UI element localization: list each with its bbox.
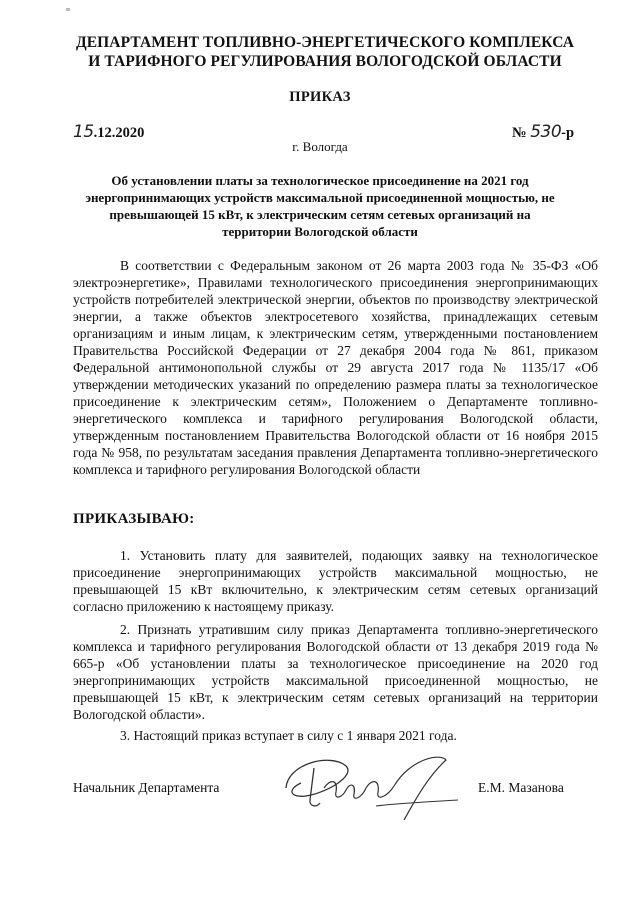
city: г. Вологда xyxy=(292,139,348,154)
date-rest: .12.2020 xyxy=(93,125,145,141)
number-suffix: -р xyxy=(561,125,575,141)
order-title: ПРИКАЗ xyxy=(289,89,351,105)
signatory-position: Начальник Департамента xyxy=(73,780,220,795)
order-item-3: 3. Настоящий приказ вступает в силу с 1 января 2021 года. xyxy=(120,728,457,743)
department-header-line1: ДЕПАРТАМЕНТ ТОПЛИВНО-ЭНЕРГЕТИЧЕСКОГО КОМПЛЕКСА xyxy=(75,34,575,51)
handwritten-date-day: 15 xyxy=(73,122,94,142)
order-subject: Об установлении платы за технологическое присоединение на 2021 год энергопринимающих устройств максимальной присоединенной мощностью, не превышающей 15 кВт, к электрическим сетям сетевых организаций на территории Вологодской области xyxy=(85,173,555,239)
order-item-2: 2. Признать утратившим силу приказ Департамента топливно-энергетического комплекса и тарифного регулирования Вологодской области от 13 декабря 2019 года № 665-р «Об установлении платы за технологическое присоединение на 2020 год энергопринимающих устройств максимальной присоединенной мощностью, не превышающей 15 кВт, к электрическим сетям сетевых организаций на территории Вологодской области». xyxy=(73,622,598,722)
scan-artifact xyxy=(66,8,70,11)
signatory-name: Е.М. Мазанова xyxy=(478,780,564,795)
preamble-paragraph: В соответствии с Федеральным законом от 26 марта 2003 года № 35-ФЗ «Об электроэнергетике», Правилами технологического присоединения энергопринимающих устройств потребителей электрической энергии, объектов по производству электрической энергии, а также объектов электросетевого хозяйства, принадлежащих сетевым организациям и иным лицам, к электрическим сетям, утвержденными постановлением Правительства Российской Федерации от 27 декабря 2004 года № 861, приказом Федеральной антимонопольной службы от 29 августа 2017 года № 1135/17 «Об утверждении методических указаний по определению размера платы за технологическое присоединение к электрическим сетям», Положением о Департаменте топливно-энергетического комплекса и тарифного регулирования Вологодской области, утвержденным постановлением Правительства Вологодской области от 16 ноября 2015 года № 958, по результатам заседания правления Департамента топливно-энергетического комплекса и тарифного регулирования Вологодской области xyxy=(73,258,598,477)
number-prefix: № xyxy=(512,125,527,141)
decree-word: ПРИКАЗЫВАЮ: xyxy=(73,511,195,527)
order-item-1: 1. Установить плату для заявителей, подающих заявку на технологическое присоединение энергопринимающих устройств максимальной мощностью, не превышающей 15 кВт включительно, к электрическим сетям сетевых организаций согласно приложению к настоящему приказу. xyxy=(73,548,598,614)
handwritten-number: 530 xyxy=(530,122,562,142)
handwritten-signature xyxy=(276,748,466,828)
department-header-line2: И ТАРИФНОГО РЕГУЛИРОВАНИЯ ВОЛОГОДСКОЙ ОБЛАСТИ xyxy=(88,53,562,70)
